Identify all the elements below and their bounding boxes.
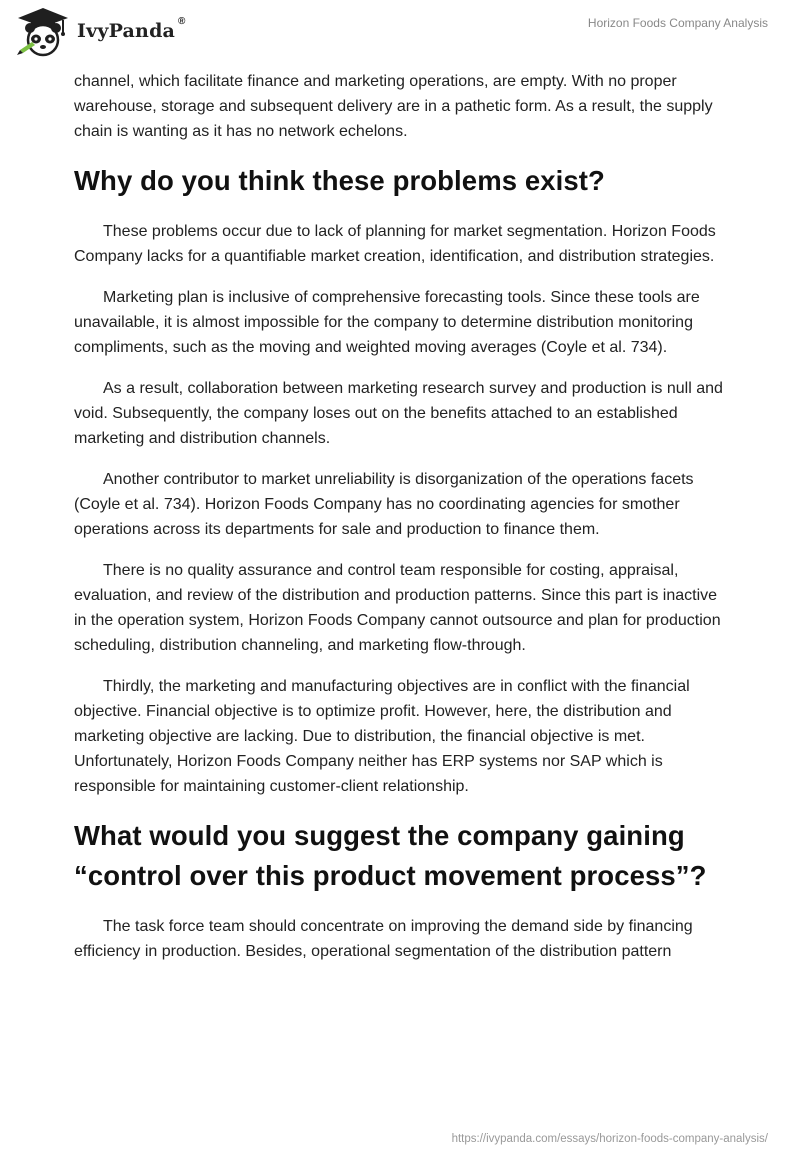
- paragraph: There is no quality assurance and control team responsible for costing, appraisal, evaluation, and review of the distribution and production patterns. Since this part is inactive in the operation system, Horizon Foods Company cannot outsource and plan for production scheduling, distribution channeling, and marketing flow-through.: [74, 561, 721, 654]
- ivypanda-logo-icon[interactable]: [14, 6, 72, 58]
- document-title: Horizon Foods Company Analysis: [587, 16, 768, 30]
- paragraph: The task force team should concentrate on improving the demand side by financing efficiency in production. Besides, operational segmentation of the distribution pattern: [74, 917, 693, 960]
- paragraph: Another contributor to market unreliability is disorganization of the operations facets (Coyle et al. 734). Horizon Foods Company has no coordinating agencies for smother operations across its departments for sale and production to finance them.: [74, 470, 694, 538]
- section-heading-suggestion: What would you suggest the company gaining “control over this product movement process”?: [74, 819, 707, 891]
- source-url-link[interactable]: https://ivypanda.com/essays/horizon-foods-company-analysis/: [451, 1133, 768, 1145]
- brand-name[interactable]: IvyPanda: [77, 20, 176, 42]
- paragraph: Marketing plan is inclusive of comprehensive forecasting tools. Since these tools are unavailable, it is almost impossible for the company to determine distribution monitoring compliments, such as the moving and weighted moving averages (Coyle et al. 734).: [74, 288, 700, 356]
- paragraph: These problems occur due to lack of planning for market segmentation. Horizon Foods Company lacks for a quantifiable market creation, identification, and distribution strategies.: [74, 222, 716, 265]
- section-heading-problems: Why do you think these problems exist?: [74, 165, 605, 196]
- paragraph: As a result, collaboration between marketing research survey and production is null and void. Subsequently, the company loses out on the benefits attached to an established marketing and distribution channels.: [74, 379, 723, 447]
- page-header: [0, 0, 800, 64]
- essay-content: [74, 69, 724, 980]
- paragraph: Thirdly, the marketing and manufacturing objectives are in conflict with the financial objective. Financial objective is to optimize profit. However, here, the distribution and marketing objective are lacking. Due to distribution, the financial objective is met. Unfortunately, Horizon Foods Company neither has ERP systems nor SAP which is responsible for maintaining customer-client relationship.: [74, 677, 690, 795]
- intro-paragraph: channel, which facilitate finance and marketing operations, are empty. With no proper warehouse, storage and subsequent delivery are in a pathetic form. As a result, the supply chain is wanting as it has no network echelons.: [74, 73, 713, 140]
- registered-mark: ®: [178, 16, 186, 27]
